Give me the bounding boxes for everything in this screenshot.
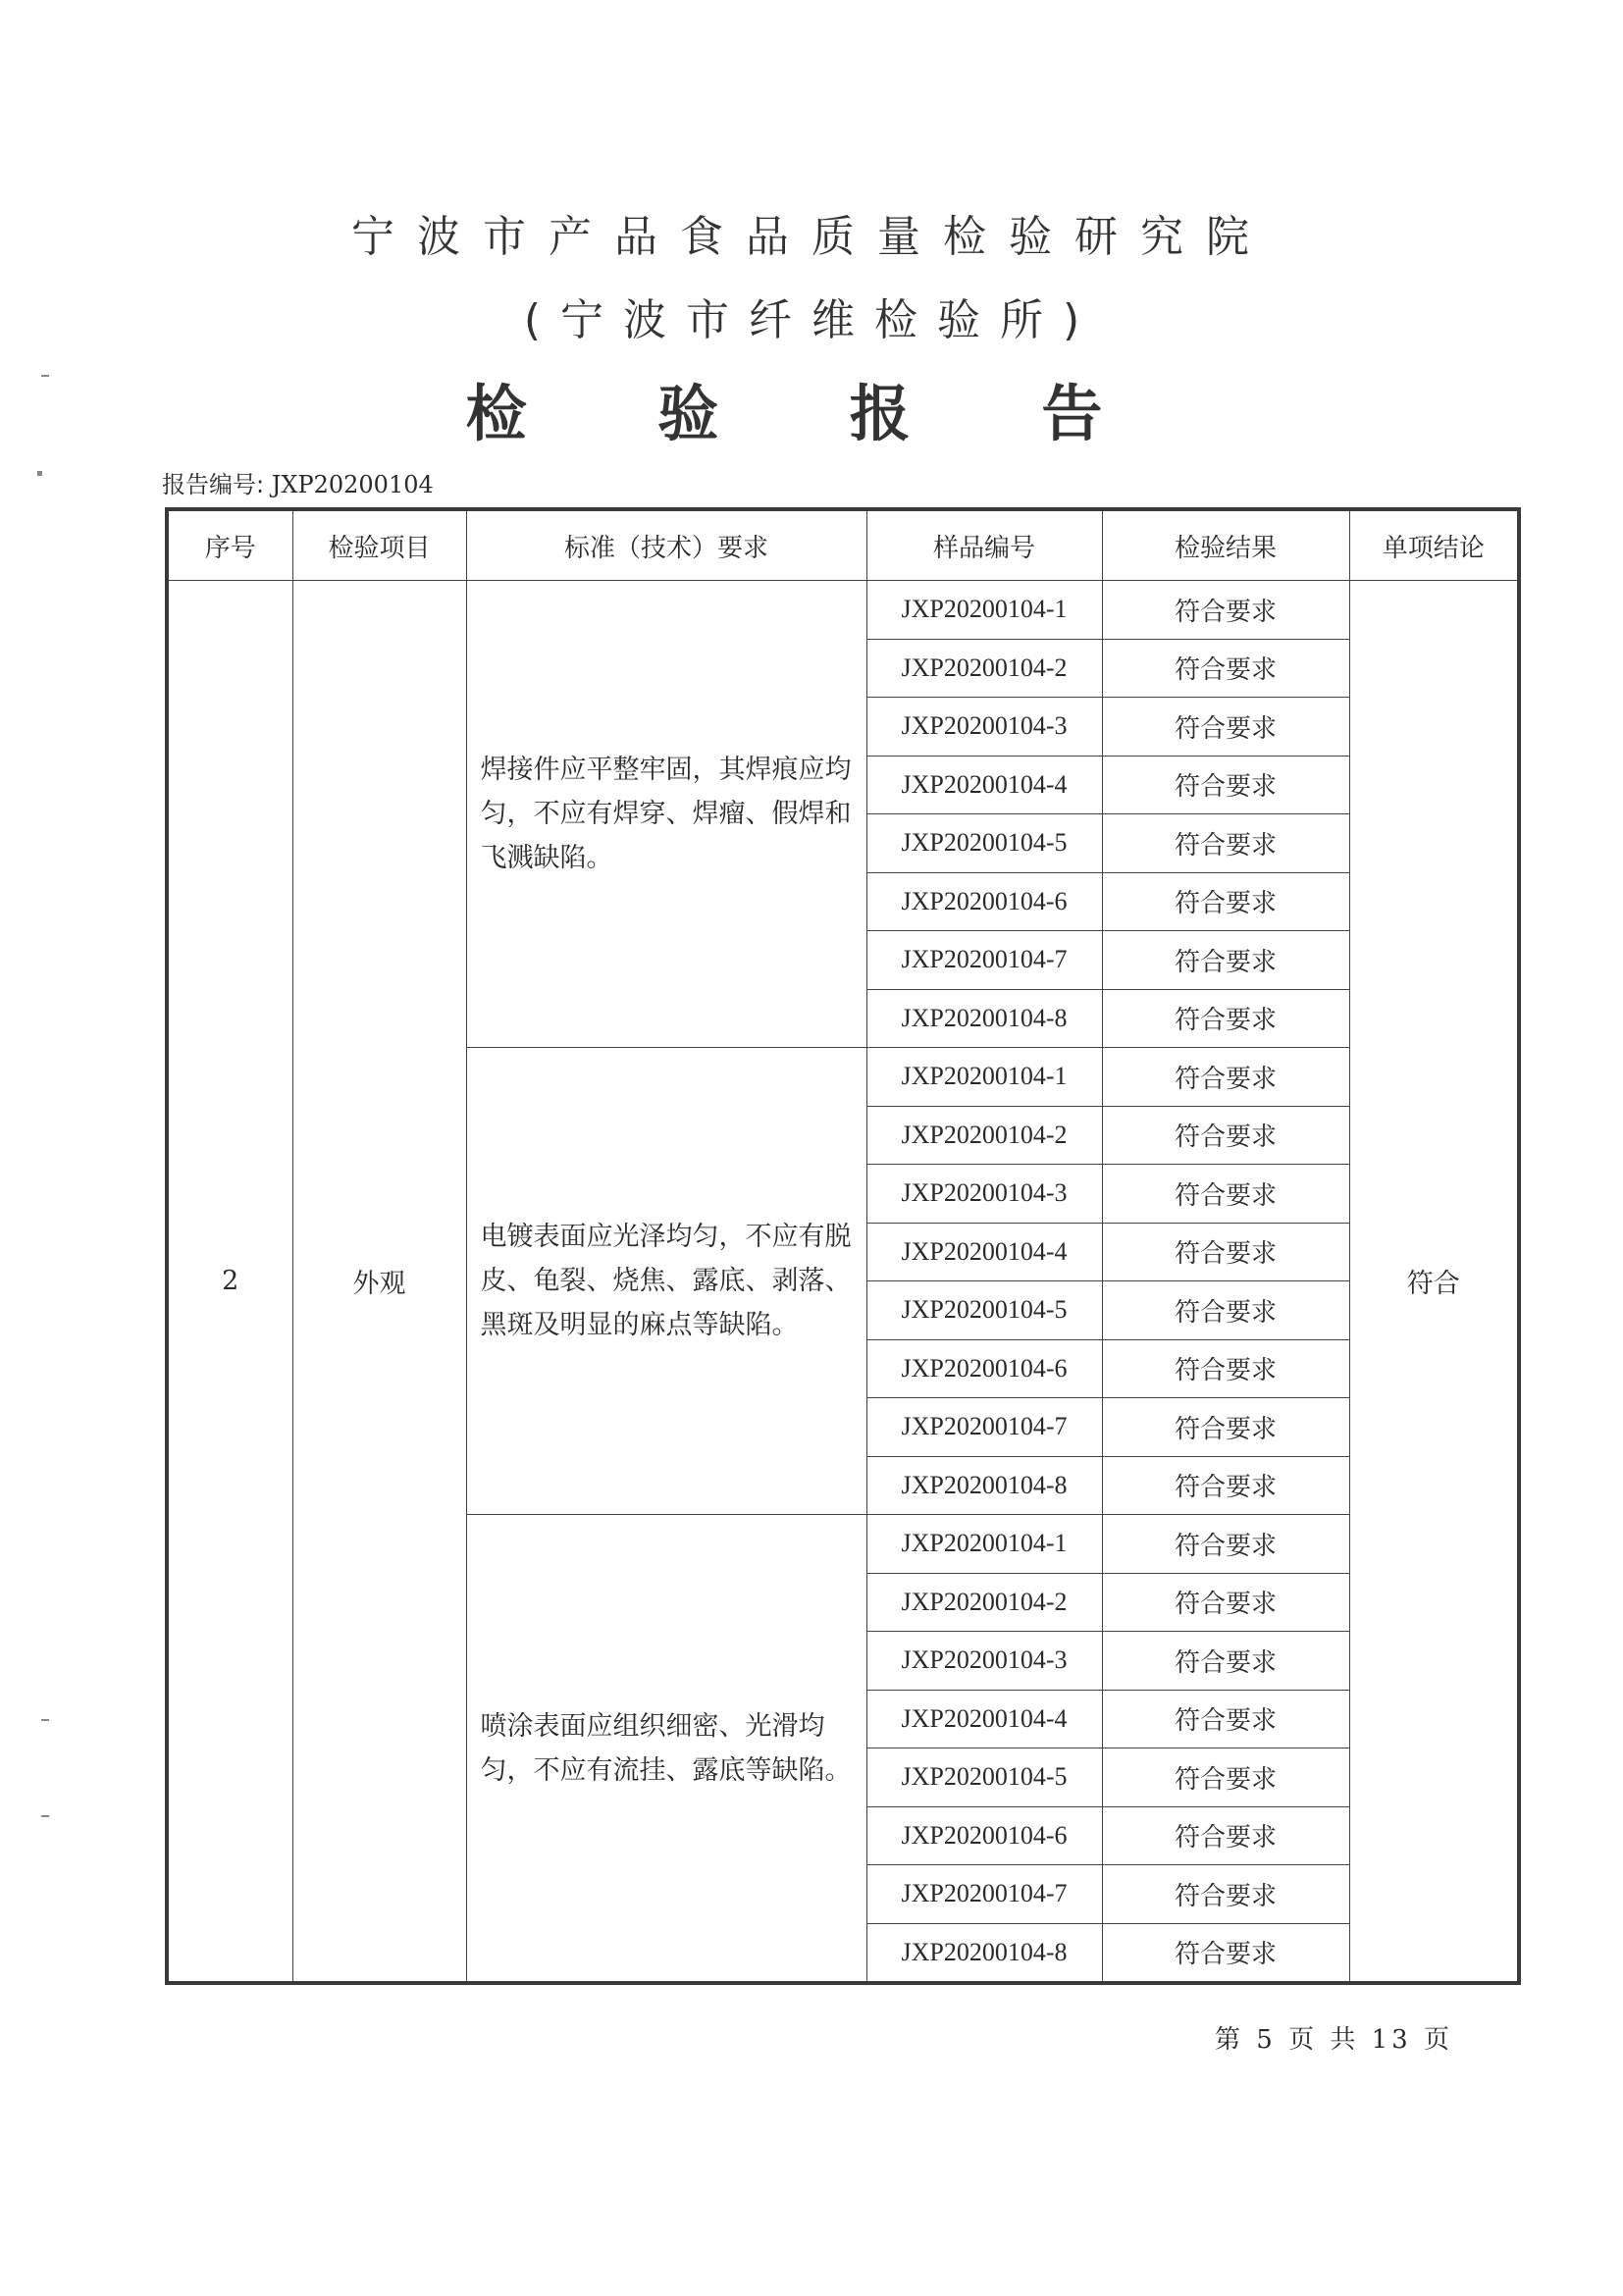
sample-id: JXP20200104-7 — [866, 1398, 1102, 1457]
inspection-result: 符合要求 — [1102, 1573, 1349, 1632]
sample-id: JXP20200104-6 — [866, 872, 1102, 931]
sample-id: JXP20200104-8 — [866, 1923, 1102, 1983]
inspection-result: 符合要求 — [1102, 1632, 1349, 1691]
inspection-result: 符合要求 — [1102, 698, 1349, 757]
column-header: 检验项目 — [292, 509, 466, 581]
report-number-label: 报告编号: — [162, 471, 265, 498]
sample-id: JXP20200104-1 — [866, 1515, 1102, 1574]
item-seq: 2 — [167, 581, 292, 1984]
page-indicator: 第 5 页 共 13 页 — [1215, 2025, 1453, 2055]
sample-id: JXP20200104-8 — [866, 989, 1102, 1048]
inspection-result: 符合要求 — [1102, 1223, 1349, 1281]
inspection-result: 符合要求 — [1102, 1281, 1349, 1340]
report-number — [162, 465, 434, 499]
inspection-table — [165, 507, 1521, 1985]
sample-id: JXP20200104-5 — [866, 814, 1102, 873]
sample-id: JXP20200104-4 — [866, 1690, 1102, 1748]
requirement-text: 喷涂表面应组织细密、光滑均匀，不应有流挂、露底等缺陷。 — [466, 1515, 866, 1984]
sample-id: JXP20200104-2 — [866, 1106, 1102, 1165]
inspection-result: 符合要求 — [1102, 581, 1349, 640]
sample-id: JXP20200104-5 — [866, 1748, 1102, 1807]
institute-name: 宁波市产品食品质量检验研究院 — [351, 212, 1272, 262]
sample-id: JXP20200104-7 — [866, 1865, 1102, 1924]
table-row — [167, 581, 1519, 640]
sample-id: JXP20200104-5 — [866, 1281, 1102, 1340]
inspection-result: 符合要求 — [1102, 1806, 1349, 1865]
sample-id: JXP20200104-3 — [866, 1165, 1102, 1224]
scan-mark — [41, 1815, 49, 1817]
sample-id: JXP20200104-1 — [866, 581, 1102, 640]
item-name: 外观 — [292, 581, 466, 1984]
column-header: 单项结论 — [1349, 509, 1519, 581]
inspection-result: 符合要求 — [1102, 1748, 1349, 1807]
inspection-result: 符合要求 — [1102, 872, 1349, 931]
sample-id: JXP20200104-2 — [866, 1573, 1102, 1632]
inspection-result: 符合要求 — [1102, 1923, 1349, 1983]
table-header-row — [167, 509, 1519, 581]
inspection-result: 符合要求 — [1102, 989, 1349, 1048]
inspection-result: 符合要求 — [1102, 1165, 1349, 1224]
inspection-result: 符合要求 — [1102, 1456, 1349, 1515]
item-conclusion: 符合 — [1349, 581, 1519, 1984]
inspection-result: 符合要求 — [1102, 814, 1349, 873]
sample-id: JXP20200104-6 — [866, 1339, 1102, 1398]
column-header: 样品编号 — [866, 509, 1102, 581]
column-header: 序号 — [167, 509, 292, 581]
inspection-result: 符合要求 — [1102, 1515, 1349, 1574]
inspection-result: 符合要求 — [1102, 756, 1349, 814]
report-number-value: JXP20200104 — [271, 471, 434, 498]
column-header: 检验结果 — [1102, 509, 1349, 581]
sample-id: JXP20200104-4 — [866, 756, 1102, 814]
requirement-text: 焊接件应平整牢固，其焊痕应均匀，不应有焊穿、焊瘤、假焊和飞溅缺陷。 — [466, 581, 866, 1048]
sample-id: JXP20200104-1 — [866, 1048, 1102, 1107]
sample-id: JXP20200104-3 — [866, 698, 1102, 757]
inspection-result: 符合要求 — [1102, 1339, 1349, 1398]
scan-mark — [37, 471, 42, 476]
sample-id: JXP20200104-3 — [866, 1632, 1102, 1691]
sample-id: JXP20200104-4 — [866, 1223, 1102, 1281]
inspection-result: 符合要求 — [1102, 639, 1349, 698]
sub-institute-name: (宁波市纤维检验所) — [523, 295, 1100, 345]
requirement-text: 电镀表面应光泽均匀，不应有脱皮、龟裂、烧焦、露底、剥落、黑斑及明显的麻点等缺陷。 — [466, 1048, 866, 1515]
document-title: 检 验 报 告 — [465, 378, 1158, 449]
inspection-result: 符合要求 — [1102, 1398, 1349, 1457]
column-header: 标准（技术）要求 — [466, 509, 866, 581]
sample-id: JXP20200104-8 — [866, 1456, 1102, 1515]
inspection-result: 符合要求 — [1102, 1865, 1349, 1924]
inspection-result: 符合要求 — [1102, 1048, 1349, 1107]
inspection-result: 符合要求 — [1102, 1690, 1349, 1748]
inspection-result: 符合要求 — [1102, 1106, 1349, 1165]
inspection-result: 符合要求 — [1102, 931, 1349, 990]
sample-id: JXP20200104-2 — [866, 639, 1102, 698]
scan-mark — [41, 1719, 49, 1721]
sample-id: JXP20200104-6 — [866, 1806, 1102, 1865]
sample-id: JXP20200104-7 — [866, 931, 1102, 990]
scan-mark — [41, 375, 49, 377]
